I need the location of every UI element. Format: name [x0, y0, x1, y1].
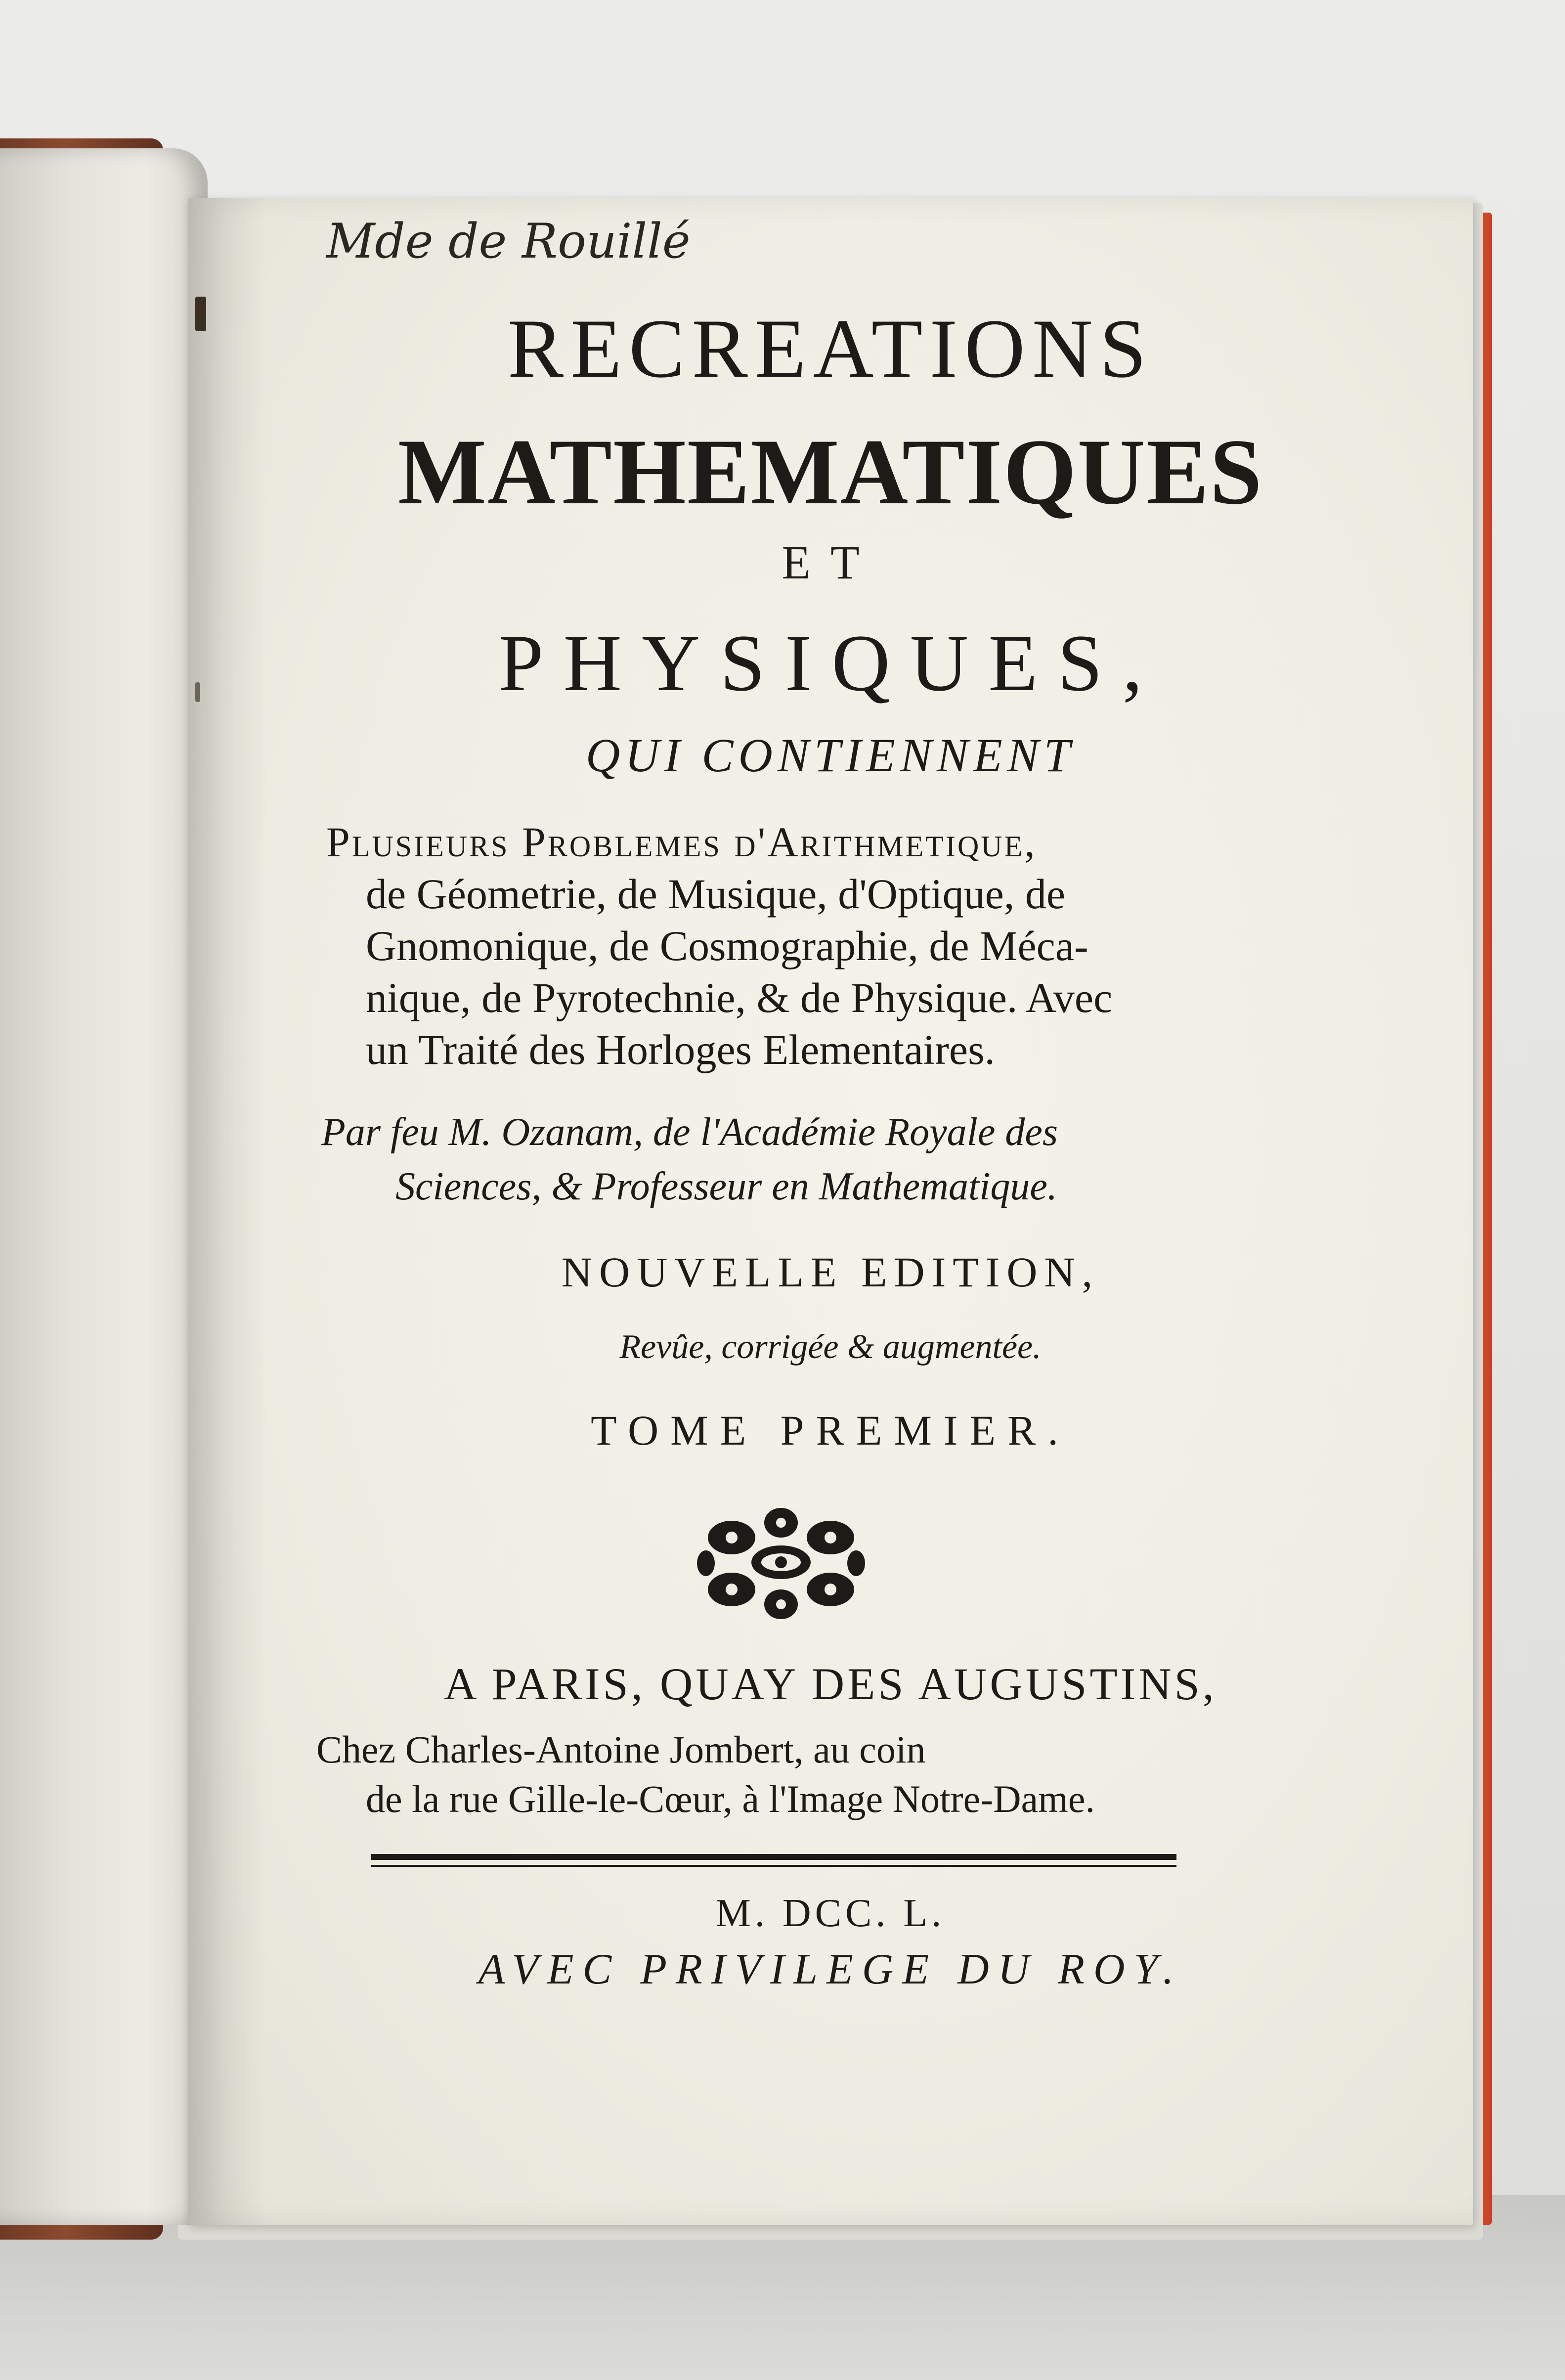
imprint-place: A PARIS, QUAY DES AUGUSTINS,	[444, 1659, 1217, 1709]
subtitle: QUI CONTIENNENT	[585, 729, 1076, 782]
author-line: Sciences, & Professeur en Mathematique.	[395, 1165, 1057, 1208]
publisher-line: Chez Charles-Antoine Jombert, au coin	[316, 1728, 926, 1771]
handwritten-inscription: Mde de Rouillé	[326, 214, 691, 269]
edition-note: Revûe, corrigée & augmentée.	[619, 1328, 1042, 1366]
edition-heading: NOUVELLE EDITION,	[561, 1248, 1100, 1296]
title-line-physiques: PHYSIQUES,	[498, 618, 1163, 708]
contents-line: de Géometrie, de Musique, d'Optique, de	[366, 870, 1066, 918]
author-line: Par feu M. Ozanam, de l'Académie Royale des	[321, 1110, 1058, 1154]
contents-line: un Traité des Horloges Elementaires.	[366, 1026, 996, 1073]
volume-label: TOME PREMIER.	[591, 1407, 1070, 1454]
publisher-line: de la rue Gille-le-Cœur, à l'Image Notre-Dame.	[366, 1777, 1095, 1820]
contents-line: nique, de Pyrotechnie, & de Physique. Avec	[366, 974, 1113, 1021]
double-rule-thin	[371, 1865, 1176, 1867]
contents-line: Gnomonique, de Cosmographie, de Méca-	[366, 922, 1088, 970]
printer-ornament	[697, 1503, 865, 1622]
title-line-mathematiques: MATHEMATIQUES	[397, 420, 1263, 524]
double-rule-thick	[371, 1854, 1176, 1860]
contents-line: Plusieurs Problemes d'Arithmetique,	[326, 818, 1037, 866]
title-line-et: ET	[782, 536, 879, 589]
royal-privilege: AVEC PRIVILEGE DU ROY.	[478, 1945, 1183, 1993]
imprint-year: M. DCC. L.	[715, 1892, 946, 1935]
left-page-curl	[0, 148, 208, 2225]
title-line-recreations: RECREATIONS	[507, 302, 1154, 395]
